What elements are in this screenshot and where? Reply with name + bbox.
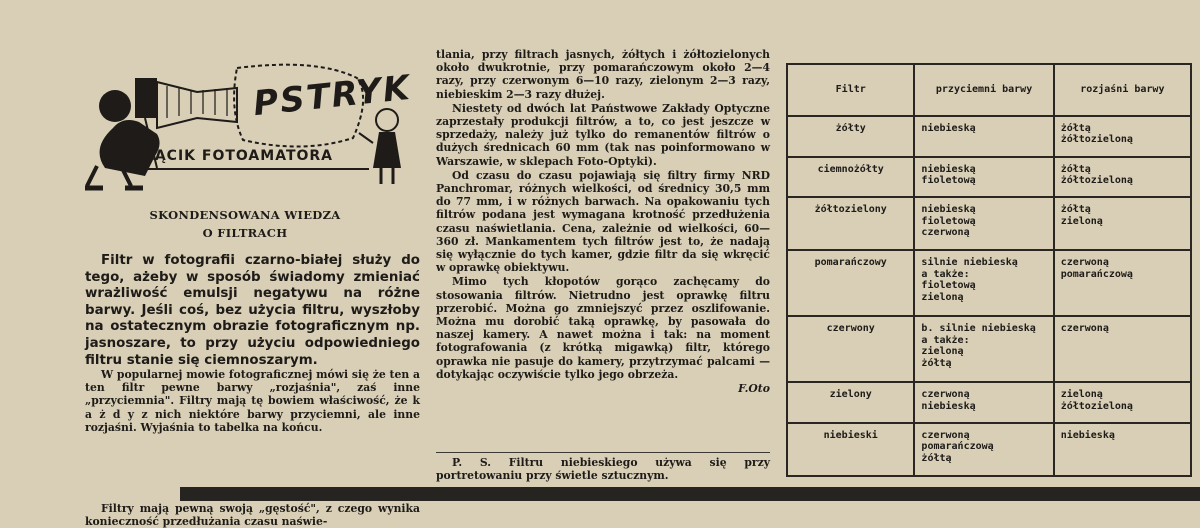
cell-line: żółtą bbox=[1060, 163, 1091, 175]
filters-table-wrap bbox=[786, 63, 1192, 477]
cell-filtr: zielony bbox=[787, 382, 914, 423]
logo-word: PSTRYK bbox=[251, 67, 414, 125]
cell-przyciemni bbox=[914, 157, 1053, 198]
header-filtr: Filtr bbox=[787, 64, 914, 116]
col2-paragraph-4: Mimo tych kłopotów gorąco zachęcamy do stosowania filtrów. Nietrudno jest oprawkę filtru przerobić. Można go zmniejszyć przez oszlifowanie. Można mu dorobić taką oprawkę, by pasowała do naszej kamery. A nawet można i tak: na moment fotografowania (z krótką migawką) filtr, którego oprawka nie pasuje do kamery, przytrzymać palcami — dotykając oczywiście tylko jego obrzeża. bbox=[436, 275, 770, 381]
col2-paragraph-1: tlania, przy filtrach jasnych, żółtych i żółtozielonych około dwukrotnie, przy pomarańczowym około 2—4 razy, przy czerwonym 6—10 razy, zielonym 2—3 razy, niebieskim 2—3 razy dłużej. bbox=[436, 48, 770, 101]
photographer-cartoon-icon bbox=[75, 48, 415, 198]
article-column-1 bbox=[75, 48, 420, 528]
cell-filtr: niebieski bbox=[787, 423, 914, 476]
table-row bbox=[787, 157, 1191, 198]
article-headline bbox=[75, 206, 415, 242]
cell-line: czerwoną bbox=[921, 429, 970, 441]
logo-underline bbox=[137, 168, 369, 170]
cell-przyciemni bbox=[914, 423, 1053, 476]
cell-line: niebieską bbox=[1060, 429, 1115, 441]
cell-rozjasni bbox=[1054, 157, 1191, 198]
cell-filtr: żółty bbox=[787, 116, 914, 157]
cell-line: a także: bbox=[921, 334, 970, 346]
table-row bbox=[787, 116, 1191, 157]
cell-przyciemni bbox=[914, 382, 1053, 423]
col2-paragraph-2: Niestety od dwóch lat Państwowe Zakłady Optyczne zaprzestały produkcji filtrów, a to, co jest jeszcze w sprzedaży, należy już tylko do remanentów filtrów o dużych średnicach 60 mm (tak nas poinformowano w Warszawie, w sklepach Foto-Optyki). bbox=[436, 101, 770, 168]
table-body bbox=[787, 116, 1191, 476]
cell-line: zieloną bbox=[1060, 215, 1103, 227]
cell-rozjasni bbox=[1054, 382, 1191, 423]
table-row bbox=[787, 250, 1191, 316]
cell-line: fioletową bbox=[921, 175, 976, 187]
paragraph-2: W popularnej mowie fotograficznej mówi się że ten a ten filtr pewne barwy „rozjaśnia", zaś inne „przyciemnia". Filtry mają tę bowiem właściwość, że k a ż d y z nich niektóre barwy przyciemni, ale inne rozjaśni. Wyjaśnia to tabelka na końcu. bbox=[85, 368, 420, 434]
cell-line: żółtozieloną bbox=[1060, 134, 1133, 146]
cell-line: a także: bbox=[921, 268, 970, 280]
cell-filtr: pomarańczowy bbox=[787, 250, 914, 316]
cell-line: zieloną bbox=[921, 346, 964, 358]
cell-line: żółtozieloną bbox=[1060, 175, 1133, 187]
table-row bbox=[787, 382, 1191, 423]
cell-przyciemni bbox=[914, 197, 1053, 250]
cell-rozjasni bbox=[1054, 316, 1191, 382]
cell-line: zieloną bbox=[1060, 389, 1103, 401]
lead-paragraph: Filtr w fotografii czarno-białej służy do tego, ażeby w sposób świadomy zmieniać wrażliwość emulsji negatywu na różne barwy. Jeśli coś, bez użycia filtru, wyszłoby na ostatecznym obrazie fotograficznym np. jasnoszare, to przy użyciu odpowiedniego filtru stanie się ciemnoszarym. bbox=[85, 253, 420, 368]
cell-line: niebieską bbox=[921, 123, 976, 134]
table-row bbox=[787, 316, 1191, 382]
cell-line: czerwoną bbox=[921, 227, 970, 239]
cell-line: niebieską bbox=[921, 204, 976, 216]
pstryk-logo bbox=[75, 48, 415, 198]
cell-line: żółtą bbox=[1060, 123, 1091, 134]
cell-line: żółtozieloną bbox=[1060, 400, 1133, 412]
logo-subtitle: KĄCIK FOTOAMATORA bbox=[143, 148, 334, 164]
cell-rozjasni bbox=[1054, 116, 1191, 157]
table-header-row bbox=[787, 64, 1191, 116]
cell-przyciemni bbox=[914, 116, 1053, 157]
bottom-band bbox=[180, 487, 1200, 501]
cell-line: czerwoną bbox=[1060, 257, 1109, 269]
cell-line: żółtą bbox=[921, 452, 952, 464]
cell-line: żółtą bbox=[1060, 204, 1091, 216]
author-signature: F.Oto bbox=[738, 382, 770, 396]
cell-line: silnie niebieską bbox=[921, 257, 1018, 269]
cell-przyciemni bbox=[914, 316, 1053, 382]
cell-filtr: żółtozielony bbox=[787, 197, 914, 250]
cell-line: pomarańczową bbox=[1060, 268, 1133, 280]
cell-line: pomarańczową bbox=[921, 441, 994, 453]
cell-line: fioletową bbox=[921, 215, 976, 227]
cell-line: zieloną bbox=[921, 291, 964, 303]
cell-line: niebieską bbox=[921, 163, 976, 175]
cell-line: niebieską bbox=[921, 400, 976, 412]
cell-filtr: ciemnożółty bbox=[787, 157, 914, 198]
cell-rozjasni bbox=[1054, 423, 1191, 476]
table-row bbox=[787, 423, 1191, 476]
cell-line: żółtą bbox=[921, 357, 952, 369]
headline-line-2: O FILTRACH bbox=[202, 226, 288, 240]
cell-rozjasni bbox=[1054, 250, 1191, 316]
cell-przyciemni bbox=[914, 250, 1053, 316]
cell-rozjasni bbox=[1054, 197, 1191, 250]
paragraph-3: Filtry mają pewną swoją „gęstość", z czego wynika konieczność przedłużania czasu naświe- bbox=[85, 502, 420, 528]
table-row bbox=[787, 197, 1191, 250]
cell-line: czerwoną bbox=[921, 389, 970, 401]
header-przyciemni: przyciemni barwy bbox=[914, 64, 1053, 116]
cell-filtr: czerwony bbox=[787, 316, 914, 382]
cell-line: fioletową bbox=[921, 280, 976, 292]
postscript: P. S. Filtru niebieskiego używa się przy portretowaniu przy świetle sztucznym. bbox=[436, 456, 770, 483]
cell-line: b. silnie niebieską bbox=[921, 323, 1036, 335]
divider bbox=[436, 452, 770, 453]
col2-paragraph-3: Od czasu do czasu pojawiają się filtry firmy NRD Panchromar, różnych wielkości, od średnicy 30,5 mm do 77 mm, i w różnych barwach. Na opakowaniu tych filtrów podana jest wymagana krotność przedłużenia czasu naświetlania. Cena, zależnie od wielkości, 60—360 zł. Mankamentem tych filtrów jest to, że nadają się wyłącznie do tych kamer, gdzie filtr da się wkręcić w oprawkę obiektywu. bbox=[436, 168, 770, 275]
filters-table bbox=[786, 63, 1192, 477]
headline-line-1: SKONDENSOWANA WIEDZA bbox=[149, 208, 341, 222]
header-rozjasni: rozjaśni barwy bbox=[1054, 64, 1191, 116]
article-column-2 bbox=[436, 48, 770, 493]
cell-line: czerwoną bbox=[1060, 323, 1109, 335]
